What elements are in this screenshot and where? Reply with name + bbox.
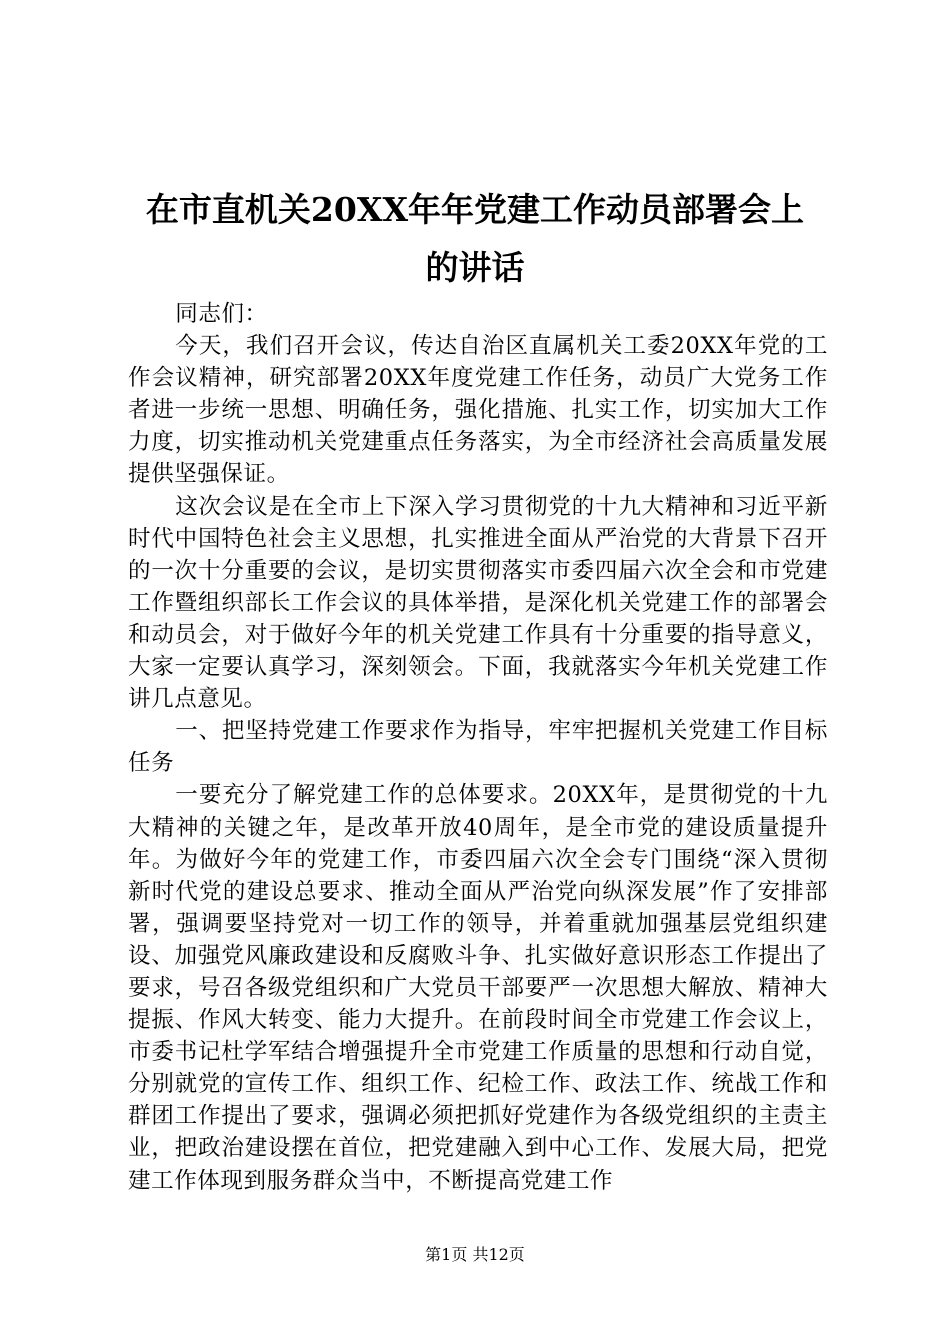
body-paragraph: 今天，我们召开会议，传达自治区直属机关工委20XX年党的工作会议精神，研究部署20XX年度党建工作任务，动员广大党务工作者进一步统一思想、明确任务，强化措施、扎实工作，切实加大工作力度，切实推动机关党建重点任务落实，为全市经济社会高质量发展提供坚强保证。 (128, 333, 828, 488)
section-heading-paragraph: 一、把坚持党建工作要求作为指导，牢牢把握机关党建工作目标任务 (128, 718, 828, 777)
salutation-paragraph: 同志们： (175, 301, 268, 327)
document-title-line-2: 的讲话 (425, 248, 525, 287)
document-body (128, 298, 828, 1197)
page-number-footer: 第1页 共12页 (425, 1245, 525, 1264)
body-paragraph: 一要充分了解党建工作的总体要求。20XX年，是贯彻党的十九大精神的关键之年，是改革开放40周年，是全市党的建设质量提升年。为做好今年的党建工作，市委四届六次全会专门围绕“深入贯彻新时代党的建设总要求、推动全面从严治党向纵深发展”作了安排部署，强调要坚持党对一切工作的领导，并着重就加强基层党组织建设、加强党风廉政建设和反腐败斗争、扎实做好意识形态工作提出了要求，号召各级党组织和广大党员干部要严一次思想大解放、精神大提振、作风大转变、能力大提升。在前段时间全市党建工作会议上，市委书记杜学军结合增强提升全市党建工作质量的思想和行动自觉，分别就党的宣传工作、组织工作、纪检工作、政法工作、统战工作和群团工作提出了要求，强调必须把抓好党建作为各级党组织的主责主业，把政治建设摆在首位，把党建融入到中心工作、发展大局，把党建工作体现到服务群众当中，不断提高党建工作 (128, 782, 828, 1194)
body-paragraph: 这次会议是在全市上下深入学习贯彻党的十九大精神和习近平新时代中国特色社会主义思想，扎实推进全面从严治党的大背景下召开的一次十分重要的会议，是切实贯彻落实市委四届六次全会和市党建工作暨组织部长工作会议的具体举措，是深化机关党建工作的部署会和动员会，对于做好今年的机关党建工作具有十分重要的指导意义，大家一定要认真学习，深刻领会。下面，我就落实今年机关党建工作讲几点意见。 (128, 493, 828, 713)
document-title-line-1: 在市直机关20XX年年党建工作动员部署会上 (145, 190, 805, 229)
